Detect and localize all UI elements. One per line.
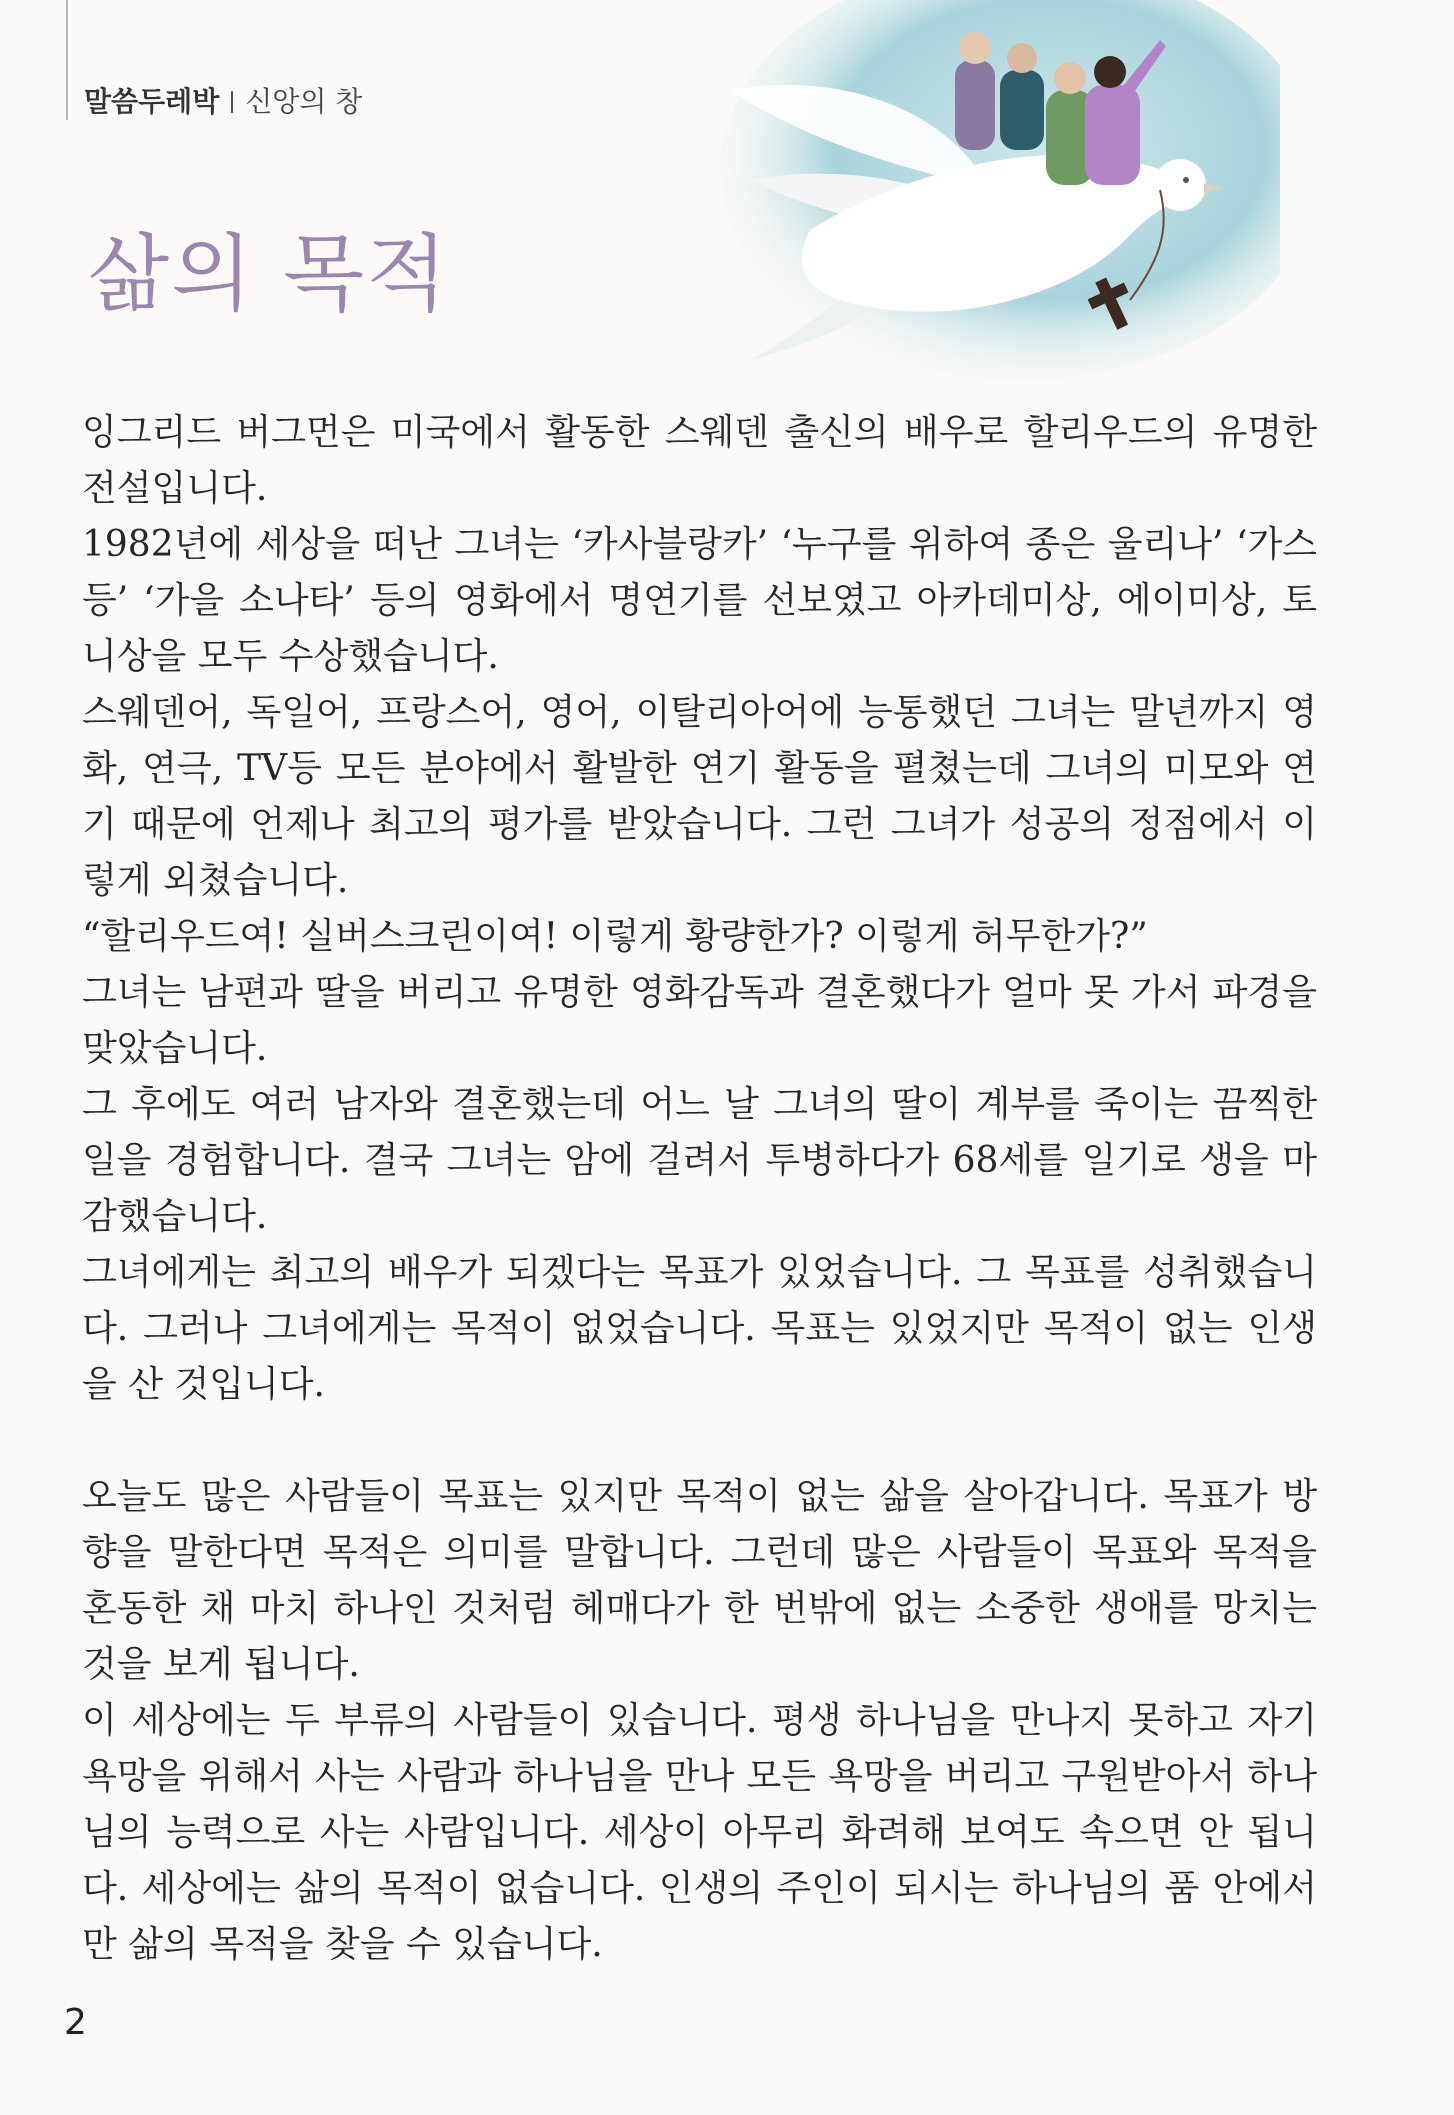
paragraph: 그녀에게는 최고의 배우가 되겠다는 목표가 있었습니다. 그 목표를 성취했습니다. 그러나 그녀에게는 목적이 없었습니다. 목표는 있었지만 목적이 없는 인생을 산 것입니다. [82,1252,1317,1405]
quote-paragraph: “할리우드여! 실버스크린이여! 이렇게 황량한가? 이렇게 허무한가?” [82,916,1148,957]
paragraph: 그 후에도 여러 남자와 결혼했는데 어느 날 그녀의 딸이 계부를 죽이는 끔찍한 일을 경험합니다. 결국 그녀는 암에 걸려서 투병하다가 68세를 일기로 생을 마감했습니다. [82,1084,1317,1237]
article-title: 삶의 목적 [88,225,450,323]
paragraph: 그녀는 남편과 딸을 버리고 유명한 영화감독과 결혼했다가 얼마 못 가서 파경을 맞았습니다. [82,972,1317,1069]
running-header [84,80,362,120]
paragraph: 스웨덴어, 독일어, 프랑스어, 영어, 이탈리아어에 능통했던 그녀는 말년까지 영화, 연극, TV등 모든 분야에서 활발한 연기 활동을 펼쳤는데 그녀의 미모와 연기 때문에 언제나 최고의 평가를 받았습니다. 그런 그녀가 성공의 정점에서 이렇게 외쳤습니다. [82,692,1317,901]
paragraph: 이 세상에는 두 부류의 사람들이 있습니다. 평생 하나님을 만나지 못하고 자기 욕망을 위해서 사는 사람과 하나님을 만나 모든 욕망을 버리고 구원받아서 하나님의 능력으로 사는 사람입니다. 세상이 아무리 화려해 보여도 속으면 안 됩니다. 세상에는 삶의 목적이 없습니다. 인생의 주인이 되시는 하나님의 품 안에서만 삶의 목적을 찾을 수 있습니다. [82,1700,1317,1965]
paragraph: 잉그리드 버그먼은 미국에서 활동한 스웨덴 출신의 배우로 할리우드의 유명한 전설입니다. [82,412,1317,509]
margin-rule [66,0,68,120]
header-divider [231,91,233,113]
section-name: 신앙의 창 [245,85,363,118]
series-name: 말씀두레박 [84,85,220,118]
paragraph: 1982년에 세상을 떠난 그녀는 ‘카사블랑카’ ‘누구를 위하여 종은 울리나’ ‘가스등’ ‘가을 소나타’ 등의 영화에서 명연기를 선보였고 아카데미상, 에이미상, 토니상을 모두 수상했습니다. [82,524,1317,677]
page-number: 2 [64,2002,87,2043]
dove-illustration [690,0,1280,400]
paragraph: 오늘도 많은 사람들이 목표는 있지만 목적이 없는 삶을 살아갑니다. 목표가 방향을 말한다면 목적은 의미를 말합니다. 그런데 많은 사람들이 목표와 목적을 혼동한 채 마치 하나인 것처럼 헤매다가 한 번밖에 없는 소중한 생애를 망치는 것을 보게 됩니다. [82,1476,1317,1685]
article-body [82,405,1317,1973]
